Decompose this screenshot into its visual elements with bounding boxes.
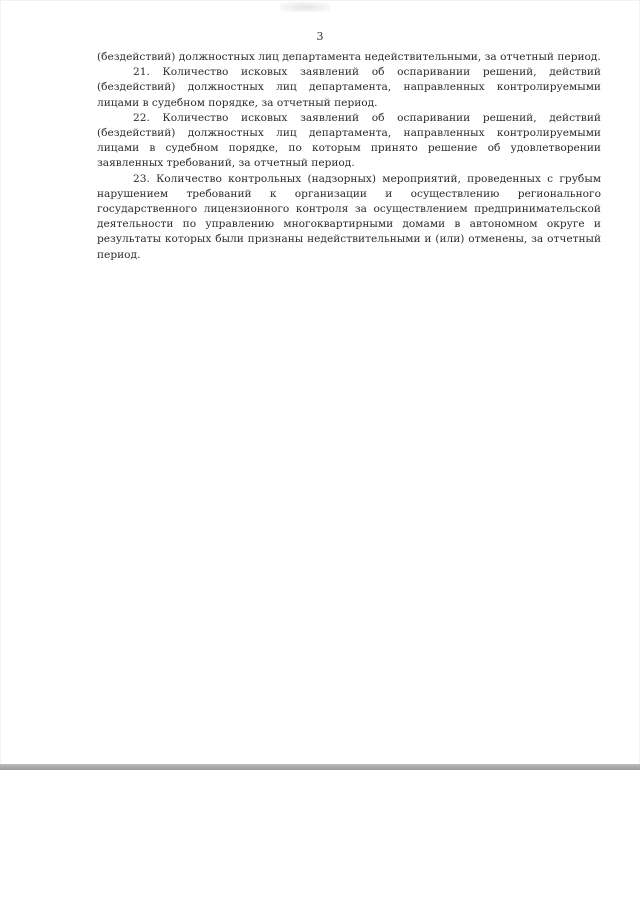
scan-smudge	[280, 2, 330, 12]
paragraph-item-23: 23. Количество контрольных (надзорных) мероприятий, проведенных с грубым нарушением требований к организации и осуществлению регионального государственного лицензионного контроля за осуществлением предпринимательской деятельности по управлению многоквартирными домами в автономном округе и результаты которых были признаны недействительными и (или) отменены, за отчетный период.	[97, 172, 601, 261]
scan-edge	[0, 764, 640, 770]
paragraph-item-21: 21. Количество исковых заявлений об оспаривании решений, действий (бездействий) должностных лиц департамента, направленных контролируемыми лицами в судебном порядке, за отчетный период.	[97, 66, 601, 109]
paragraph-item-22: 22. Количество исковых заявлений об оспаривании решений, действий (бездействий) должностных лиц департамента, направленных контролируемыми лицами в судебном порядке, по которым принято решение об удовлетворении заявленных требований, за отчетный период.	[97, 111, 601, 170]
paragraph-continuation: (бездействий) должностных лиц департамента недействительными, за отчетный период.	[97, 51, 601, 63]
page-number: 3	[316, 30, 324, 43]
document-body	[97, 50, 601, 263]
